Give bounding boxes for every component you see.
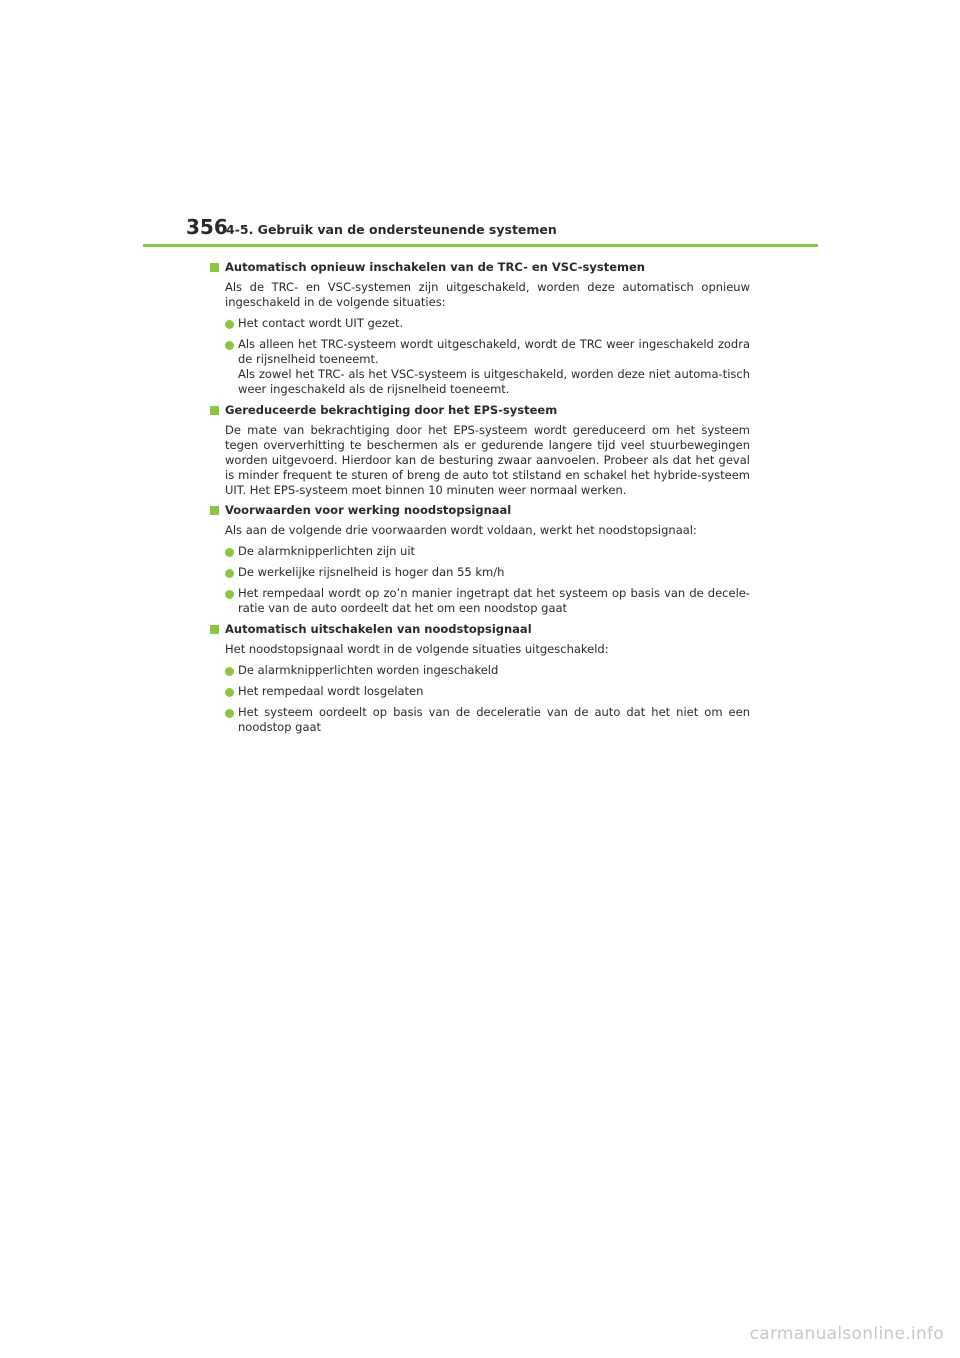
heading-text: Automatisch uitschakelen van noodstopsignaal: [225, 622, 532, 636]
circle-bullet-icon: [225, 548, 234, 557]
heading-text: Automatisch opnieuw inschakelen van de TRC- en VSC-systemen: [225, 260, 645, 274]
section-heading: [210, 502, 750, 518]
list-item-text: Als zowel het TRC- als het VSC-systeem is uitgeschakeld, worden deze niet automa-tisch weer ingeschakeld als de rijsnelheid toeneemt.: [238, 367, 750, 396]
watermark: carmanualsonline.info: [749, 1324, 944, 1344]
page-content: [210, 256, 750, 740]
list-item-text: Het rempedaal wordt losgelaten: [238, 684, 424, 698]
circle-bullet-icon: [225, 667, 234, 676]
list-item: [210, 586, 750, 616]
section-heading: [210, 621, 750, 637]
list-item: [210, 544, 750, 559]
heading-text: Voorwaarden voor werking noodstopsignaal: [225, 503, 512, 517]
square-bullet-icon: [210, 406, 219, 415]
list-item: [210, 316, 750, 331]
section-heading: [210, 259, 750, 275]
square-bullet-icon: [210, 263, 219, 272]
list-item: [210, 565, 750, 580]
list-item-text: De werkelijke rijsnelheid is hoger dan 55 km/h: [238, 565, 505, 579]
circle-bullet-icon: [225, 709, 234, 718]
list-item-text: De alarmknipperlichten worden ingeschakeld: [238, 663, 499, 677]
page-header: [186, 214, 818, 246]
list-item: [210, 663, 750, 678]
list-item-text: Als alleen het TRC-systeem wordt uitgeschakeld, wordt de TRC weer ingeschakeld zodra de rijsnelheid toeneemt.: [238, 337, 750, 366]
circle-bullet-icon: [225, 341, 234, 350]
page-number: 356: [186, 215, 228, 239]
section-paragraph: Als aan de volgende drie voorwaarden wordt voldaan, werkt het noodstopsignaal:: [225, 523, 697, 537]
list-item-text: De alarmknipperlichten zijn uit: [238, 544, 416, 558]
heading-text: Gereduceerde bekrachtiging door het EPS-systeem: [225, 403, 558, 417]
square-bullet-icon: [210, 625, 219, 634]
section-title: 4-5. Gebruik van de ondersteunende systemen: [226, 222, 557, 237]
square-bullet-icon: [210, 506, 219, 515]
section-paragraph: Als de TRC- en VSC-systemen zijn uitgeschakeld, worden deze automatisch opnieuw ingeschakeld in de volgende situaties:: [225, 280, 750, 309]
list-item: [210, 705, 750, 735]
list-item-text: Het systeem oordeelt op basis van de deceleratie van de auto dat het niet om een noodstop gaat: [238, 705, 750, 734]
list-item-text: Het rempedaal wordt op zo’n manier ingetrapt dat het systeem op basis van de decele-ratie van de auto oordeelt dat het om een noodstop gaat: [238, 586, 750, 615]
section-paragraph: Het noodstopsignaal wordt in de volgende situaties uitgeschakeld:: [225, 642, 609, 656]
header-divider: [143, 244, 818, 247]
section-paragraph: De mate van bekrachtiging door het EPS-systeem wordt gereduceerd om het systeem tegen oververhitting te beschermen als er gedurende langere tijd veel stuurbewegingen worden uitgevoerd. Hierdoor kan de besturing zwaar aanvoelen. Probeer als dat het geval is minder frequent te sturen of breng de auto tot stilstand en schakel het hybride-systeem UIT. Het EPS-systeem moet binnen 10 minuten weer normaal werken.: [225, 423, 750, 497]
circle-bullet-icon: [225, 688, 234, 697]
list-item: [210, 337, 750, 397]
circle-bullet-icon: [225, 320, 234, 329]
list-item-text: Het contact wordt UIT gezet.: [238, 316, 404, 330]
section-heading: [210, 402, 750, 418]
circle-bullet-icon: [225, 590, 234, 599]
circle-bullet-icon: [225, 569, 234, 578]
list-item: [210, 684, 750, 699]
